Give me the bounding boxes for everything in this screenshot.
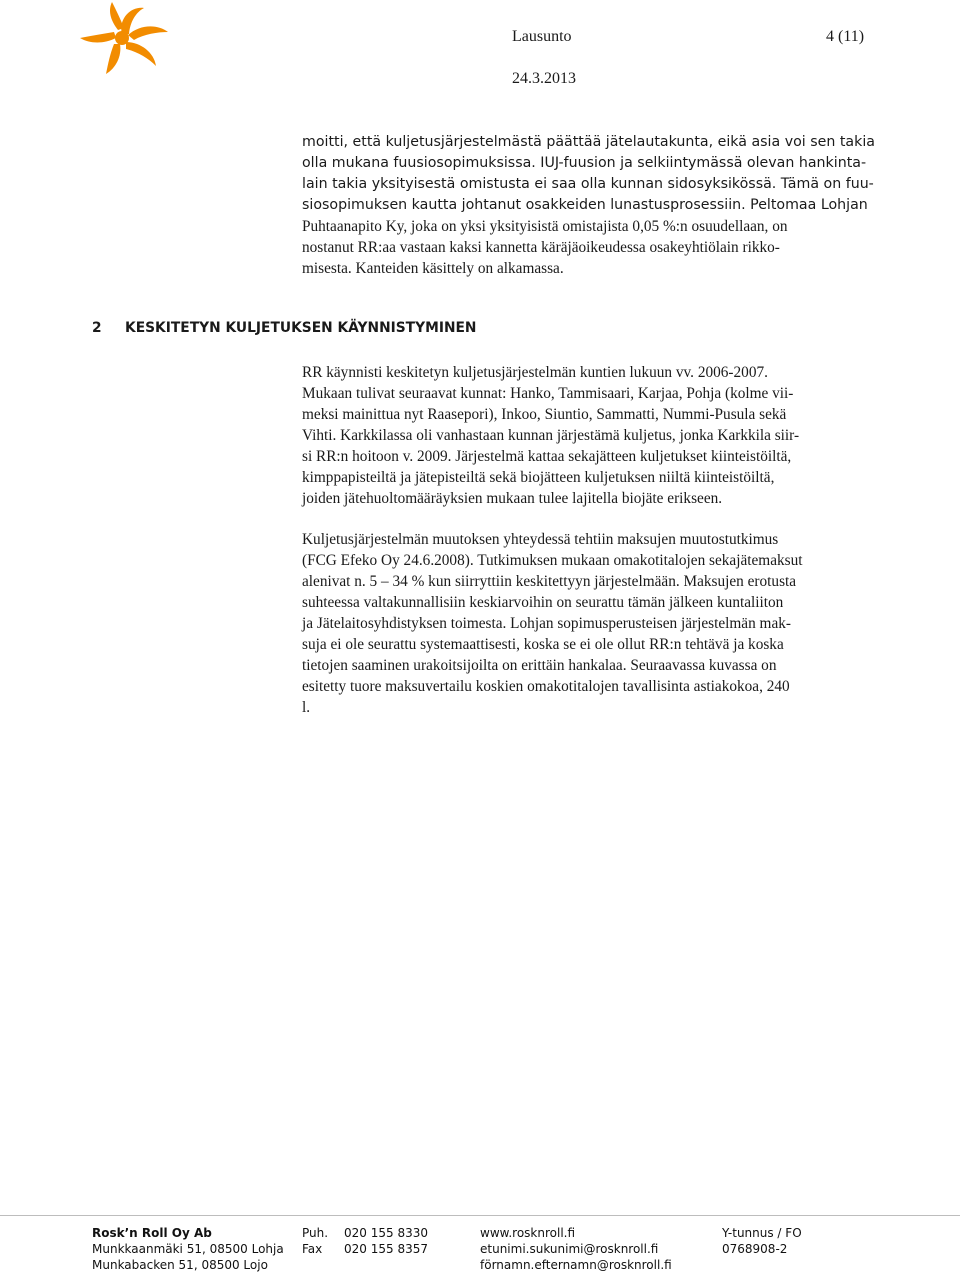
document-date: 24.3.2013 [512, 70, 576, 87]
text-line: meksi mainittua nyt Raasepori), Inkoo, Siuntio, Sammatti, Nummi-Pusula sekä [302, 406, 787, 423]
text-line: ja Jätelaitosyhdistyksen toimesta. Lohjan sopimusperusteisen järjestelmän mak- [302, 615, 791, 632]
footer-address-sv: Munkabacken 51, 08500 Lojo [92, 1258, 268, 1272]
page-footer [0, 1215, 960, 1272]
text-line: si RR:n hoitoon v. 2009. Järjestelmä kattaa sekajätteen kuljetukset kiinteistöiltä, [302, 448, 792, 465]
text-line: (FCG Efeko Oy 24.6.2008). Tutkimuksen mukaan omakotitalojen sekajätemaksut [302, 552, 803, 569]
text-line: suhteessa valtakunnallisiin keskiarvoihin on seurattu tämän jälkeen kuntaliiton [302, 594, 784, 611]
text-line: Puhtaanapito Ky, joka on yksi yksityisistä omistajista 0,05 %:n osuudellaan, on [302, 218, 788, 235]
footer-phone: 020 155 8330 [344, 1226, 428, 1240]
footer-address-fi: Munkkaanmäki 51, 08500 Lohja [92, 1242, 284, 1256]
footer-phone-labels [302, 1225, 328, 1257]
footer-business-id-column [722, 1225, 802, 1257]
footer-company-column [92, 1225, 284, 1273]
footer-email-sv-link[interactable]: förnamn.efternamn@rosknroll.fi [480, 1258, 672, 1272]
text-line: lain takia yksityisestä omistusta ei saa olla kunnan sidosyksikössä. Tämä on fuu- [302, 176, 874, 192]
footer-company-name: Rosk’n Roll Oy Ab [92, 1226, 212, 1240]
text-line: misesta. Kanteiden käsittely on alkamassa. [302, 260, 564, 277]
text-line: suja ei ole seurattu systemaattisesti, koska se ei ole ollut RR:n tehtävä ja koska [302, 636, 784, 653]
text-line: joiden jätehuoltomääräyksien mukaan tulee lajitella biojäte erikseen. [302, 490, 723, 507]
text-line: Mukaan tulivat seuraavat kunnat: Hanko, Tammisaari, Karjaa, Pohja (kolme vii- [302, 385, 794, 402]
section-title: KESKITETYN KULJETUKSEN KÄYNNISTYMINEN [125, 320, 477, 336]
footer-phone-label: Puh. [302, 1226, 329, 1240]
footer-business-id: 0768908-2 [722, 1242, 788, 1256]
text-line: kimppapisteiltä ja jätepisteiltä sekä biojätteen kuljetuksen niiltä kiinteistöiltä, [302, 469, 775, 486]
text-line: tietojen saaminen urakoitsijoilta on erittäin hankalaa. Seuraavassa kuvassa on [302, 657, 777, 674]
text-line: Kuljetusjärjestelmän muutoksen yhteydessä tehtiin maksujen muutostutkimus [302, 531, 779, 548]
text-line: moitti, että kuljetusjärjestelmästä päättää jätelautakunta, eikä asia voi sen takia [302, 134, 875, 150]
text-line: nostanut RR:aa vastaan kaksi kannetta käräjäoikeudessa osakeyhtiölain rikko- [302, 239, 780, 256]
footer-email-fi-link[interactable]: etunimi.sukunimi@rosknroll.fi [480, 1242, 659, 1256]
text-line: siosopimuksen kautta johtanut osakkeiden lunastusprosessiin. Peltomaa Lohjan [302, 197, 868, 213]
text-line: Vihti. Karkkilassa oli vanhastaan kunnan järjestämä kuljetus, jonka Karkkila siir- [302, 427, 800, 444]
text-line: RR käynnisti keskitetyn kuljetusjärjestelmän kuntien lukuun vv. 2006-2007. [302, 364, 768, 381]
section-number: 2 [92, 320, 102, 336]
orange-swirl-logo-icon [78, 2, 170, 76]
footer-fax-label: Fax [302, 1242, 323, 1256]
page-number: 4 (11) [826, 28, 865, 45]
footer-website-link[interactable]: www.rosknroll.fi [480, 1226, 576, 1240]
footer-business-id-label: Y-tunnus / FO [722, 1226, 802, 1240]
text-line: esitetty tuore maksuvertailu koskien omakotitalojen tavallisinta astiakokoa, 240 [302, 678, 790, 695]
footer-phone-values [344, 1225, 428, 1257]
footer-web-column [480, 1225, 672, 1273]
text-line: l. [302, 699, 311, 716]
text-line: alenivat n. 5 – 34 % kun siirryttiin keskitettyyn järjestelmään. Maksujen erotusta [302, 573, 797, 590]
footer-fax: 020 155 8357 [344, 1242, 428, 1256]
text-line: olla mukana fuusiosopimuksissa. IUJ-fuusion ja selkiintymässä olevan hankinta- [302, 155, 867, 171]
document-type: Lausunto [512, 28, 572, 45]
